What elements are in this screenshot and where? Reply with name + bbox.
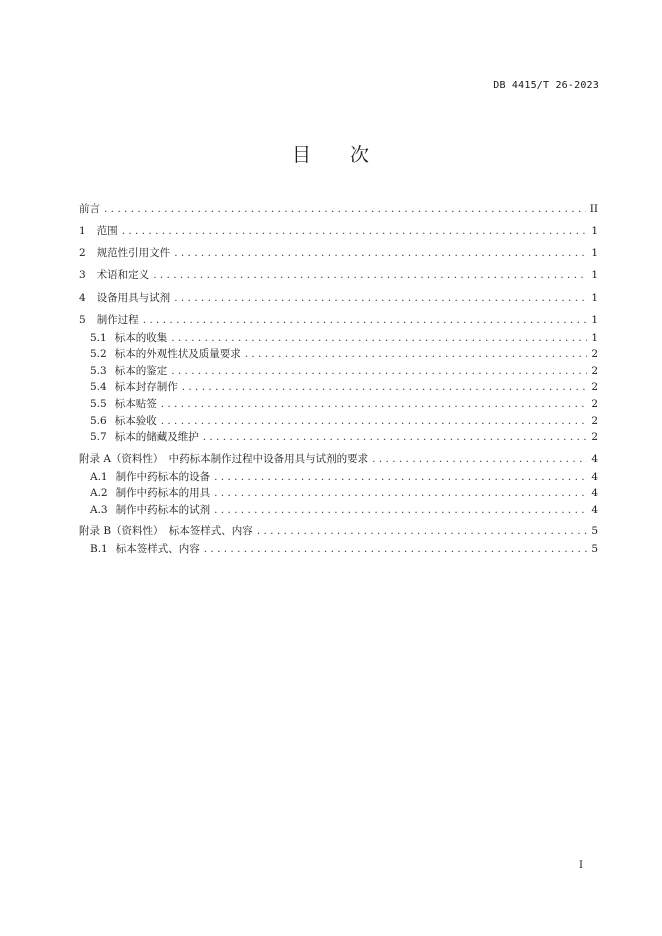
toc-entry-3[interactable] — [79, 267, 598, 281]
toc-entry-text: 标本的收集 — [114, 332, 168, 344]
toc-entry-page: 2 — [591, 381, 598, 393]
toc-entry-number: B.1 — [90, 543, 108, 555]
toc-entry-number: 5.3 — [90, 365, 107, 377]
toc-entry-number: 5.7 — [90, 431, 107, 443]
toc-entry-appendix-b[interactable] — [79, 523, 598, 537]
dot-leader — [122, 225, 588, 237]
dot-leader — [182, 381, 588, 393]
dot-leader — [171, 365, 587, 377]
toc-entry-text: 附录 A（资料性） 中药标本制作过程中设备用具与试剂的要求 — [79, 453, 369, 465]
toc-entry-text: 制作中药标本的试剂 — [115, 504, 211, 516]
toc-entry-5-5[interactable] — [90, 396, 598, 410]
toc-entry-page: 1 — [591, 292, 598, 304]
toc-entry-5[interactable] — [79, 312, 598, 326]
document-code: DB 4415/T 26-2023 — [493, 80, 599, 91]
toc-entry-page: 4 — [591, 453, 598, 465]
toc-entry-page: 4 — [591, 471, 598, 483]
toc-entry-page: II — [589, 203, 598, 215]
toc-entry-5-4[interactable] — [90, 379, 598, 393]
toc-entry-number: 5.2 — [90, 348, 107, 360]
toc-entry-text: 范围 — [96, 225, 118, 237]
toc-entry-number: 5 — [79, 314, 86, 326]
toc-entry-text: 标本签样式、内容 — [115, 543, 200, 555]
dot-leader — [174, 247, 587, 259]
dot-leader — [257, 525, 588, 537]
toc-entry-number: 5.6 — [90, 415, 107, 427]
toc-entry-text: 制作中药标本的用具 — [115, 487, 211, 499]
toc-entry-number: 2 — [79, 247, 86, 259]
toc-entry-page: 1 — [591, 314, 598, 326]
dot-leader — [245, 348, 588, 360]
toc-entry-text: 设备用具与试剂 — [96, 292, 171, 304]
toc-entry-5-1[interactable] — [90, 330, 598, 344]
toc-entry-text: 标本封存制作 — [114, 381, 178, 393]
toc-entry-a-2[interactable] — [90, 485, 598, 499]
toc-entry-page: 2 — [591, 348, 598, 360]
toc-entry-text: 前言 — [79, 203, 100, 215]
dot-leader — [171, 332, 587, 344]
toc-entry-text: 术语和定义 — [96, 269, 150, 281]
toc-entry-text: 标本贴签 — [114, 398, 157, 410]
toc-entry-page: 2 — [591, 431, 598, 443]
toc-entry-page: 1 — [591, 247, 598, 259]
toc-entry-1[interactable] — [79, 223, 598, 237]
toc-entry-5-2[interactable] — [90, 346, 598, 360]
dot-leader — [204, 543, 588, 555]
toc-entry-number: A.3 — [90, 504, 108, 516]
toc-entry-number: 5.5 — [90, 398, 107, 410]
dot-leader — [203, 431, 588, 443]
toc-entry-page: 2 — [591, 415, 598, 427]
toc-entry-number: 5.4 — [90, 381, 107, 393]
toc-entry-page: 2 — [591, 365, 598, 377]
toc-entry-page: 1 — [591, 225, 598, 237]
dot-leader — [161, 415, 588, 427]
toc-entry-page: 1 — [591, 332, 598, 344]
toc-entry-text: 制作过程 — [96, 314, 139, 326]
toc-entry-page: 1 — [591, 269, 598, 281]
dot-leader — [143, 314, 588, 326]
toc-entry-appendix-a[interactable] — [79, 451, 598, 465]
toc-entry-a-1[interactable] — [90, 469, 598, 483]
page-title — [0, 140, 662, 167]
dot-leader — [104, 203, 586, 215]
toc-entry-2[interactable] — [79, 245, 598, 259]
toc-entry-page: 2 — [591, 398, 598, 410]
toc-entry-foreword[interactable] — [79, 201, 598, 215]
toc-entry-text: 标本的鉴定 — [114, 365, 168, 377]
title-char-2: 次 — [350, 144, 371, 166]
toc-entry-number: 4 — [79, 292, 86, 304]
dot-leader — [214, 504, 587, 516]
toc-entry-5-6[interactable] — [90, 413, 598, 427]
toc-entry-4[interactable] — [79, 290, 598, 304]
toc-entry-number: 1 — [79, 225, 86, 237]
dot-leader — [161, 398, 588, 410]
toc-entry-number: A.2 — [90, 487, 108, 499]
dot-leader — [174, 292, 587, 304]
toc-entry-number: A.1 — [90, 471, 108, 483]
toc-entry-page: 4 — [591, 504, 598, 516]
toc-entry-text: 标本的外观性状及质量要求 — [114, 348, 241, 360]
title-char-1: 目 — [291, 144, 312, 166]
toc-entry-a-3[interactable] — [90, 502, 598, 516]
dot-leader — [372, 453, 587, 465]
toc-entry-text: 规范性引用文件 — [96, 247, 171, 259]
toc-entry-page: 5 — [591, 543, 598, 555]
toc-entry-text: 标本的储藏及维护 — [114, 431, 199, 443]
toc-entry-5-7[interactable] — [90, 429, 598, 443]
toc-entry-text: 标本验收 — [114, 415, 157, 427]
toc-entry-number: 5.1 — [90, 332, 107, 344]
toc-entry-page: 5 — [591, 525, 598, 537]
toc-entry-page: 4 — [591, 487, 598, 499]
toc-entry-5-3[interactable] — [90, 363, 598, 377]
toc-entry-b-1[interactable] — [90, 541, 598, 555]
toc-entry-text: 制作中药标本的设备 — [115, 471, 211, 483]
dot-leader — [214, 471, 587, 483]
dot-leader — [214, 487, 587, 499]
toc-entry-number: 3 — [79, 269, 86, 281]
page-number: I — [579, 860, 583, 871]
dot-leader — [153, 269, 587, 281]
toc-entry-text: 附录 B（资料性） 标本签样式、内容 — [79, 525, 253, 537]
